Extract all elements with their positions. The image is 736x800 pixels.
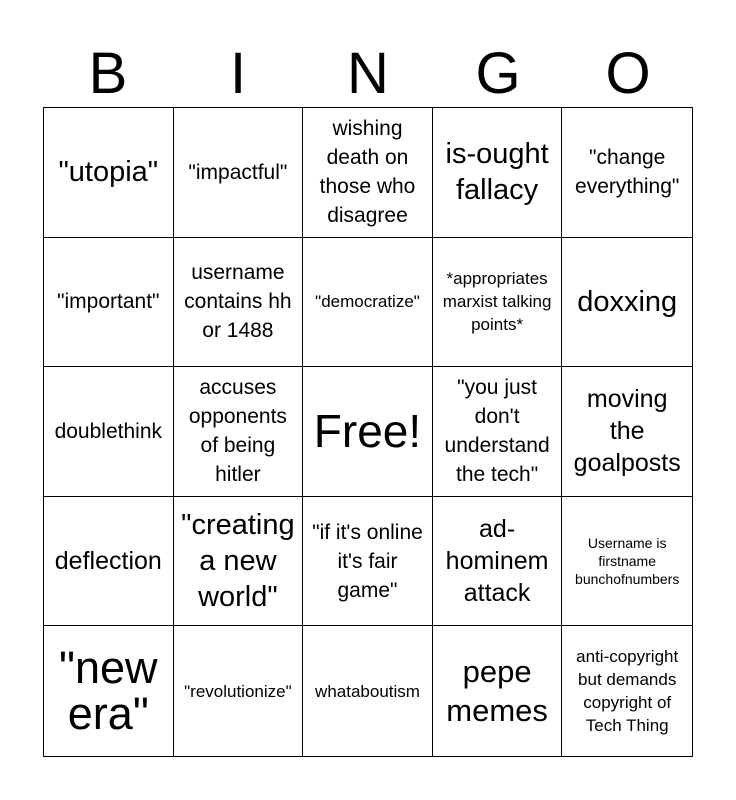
- cell-text: "important": [57, 290, 160, 314]
- bingo-cell[interactable]: [174, 367, 304, 497]
- bingo-cell[interactable]: [562, 497, 692, 627]
- cell-text: *appropriates marxist talking points*: [442, 269, 552, 335]
- bingo-cell[interactable]: [303, 238, 433, 368]
- free-space-text: Free!: [313, 405, 422, 458]
- bingo-cell[interactable]: [433, 108, 563, 238]
- bingo-cell[interactable]: [174, 108, 304, 238]
- bingo-cell[interactable]: [433, 367, 563, 497]
- cell-text: ad-hominem attack: [445, 515, 549, 608]
- bingo-cell[interactable]: [303, 497, 433, 627]
- header-letter-o: O: [605, 41, 651, 106]
- bingo-cell-free[interactable]: [303, 367, 433, 497]
- bingo-header: [43, 40, 693, 108]
- bingo-cell[interactable]: [44, 367, 174, 497]
- bingo-cell[interactable]: [174, 238, 304, 368]
- bingo-cell[interactable]: [562, 626, 692, 756]
- cell-text: "democratize": [315, 292, 420, 312]
- bingo-cell[interactable]: [562, 108, 692, 238]
- cell-text: username contains hh or 1488: [184, 261, 292, 343]
- bingo-cell[interactable]: [433, 497, 563, 627]
- bingo-cell[interactable]: [433, 238, 563, 368]
- header-letter-b: B: [88, 41, 128, 106]
- cell-text: accuses opponents of being hitler: [188, 376, 287, 487]
- header-letter-g: G: [475, 41, 521, 106]
- cell-text: "revolutionize": [184, 681, 292, 701]
- bingo-cell[interactable]: [174, 497, 304, 627]
- bingo-cell[interactable]: [303, 108, 433, 238]
- header-letter-n: N: [347, 41, 389, 106]
- cell-text: "new era": [59, 642, 158, 740]
- bingo-board: [43, 107, 693, 757]
- cell-text: "creating a new world": [181, 509, 295, 614]
- cell-text: pepe memes: [446, 654, 548, 729]
- cell-text: is-ought fallacy: [445, 138, 549, 207]
- bingo-cell[interactable]: [303, 626, 433, 756]
- bingo-cell[interactable]: [174, 626, 304, 756]
- cell-text: Username is firstname bunchofnumbers: [575, 535, 680, 588]
- cell-text: moving the goalposts: [573, 385, 681, 478]
- bingo-cell[interactable]: [562, 367, 692, 497]
- bingo-cell[interactable]: [562, 238, 692, 368]
- cell-text: "change everything": [575, 146, 680, 199]
- bingo-cell[interactable]: [433, 626, 563, 756]
- cell-text: "you just don't understand the tech": [444, 376, 550, 487]
- cell-text: doxxing: [577, 285, 678, 318]
- cell-text: anti-copyright but demands copyright of Tech Thing: [576, 647, 679, 736]
- cell-text: "impactful": [188, 160, 288, 184]
- cell-text: whataboutism: [315, 681, 420, 701]
- cell-text: "if it's online it's fair game": [312, 520, 423, 602]
- bingo-cell[interactable]: [44, 626, 174, 756]
- bingo-cell[interactable]: [44, 108, 174, 238]
- bingo-cell[interactable]: [44, 238, 174, 368]
- bingo-cell[interactable]: [44, 497, 174, 627]
- cell-text: wishing death on those who disagree: [319, 117, 416, 228]
- cell-text: deflection: [54, 547, 162, 576]
- header-letter-i: I: [229, 41, 247, 106]
- cell-text: doublethink: [54, 419, 162, 443]
- cell-text: "utopia": [58, 156, 159, 189]
